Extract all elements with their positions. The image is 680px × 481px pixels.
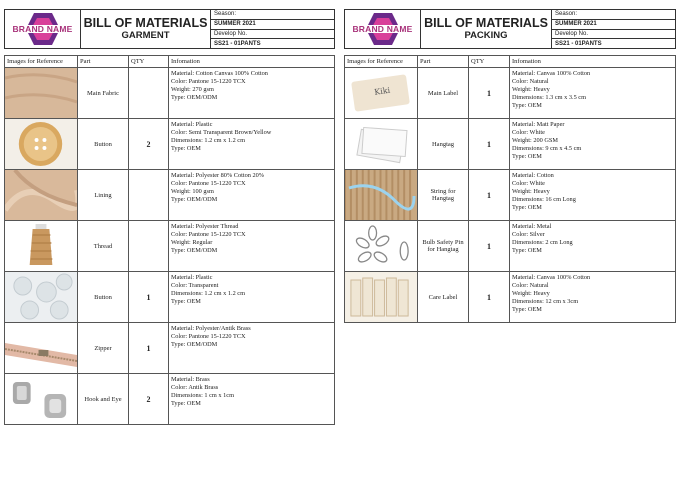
info-line: Color: Pantone 15-1220 TCX	[171, 180, 246, 187]
table-row	[5, 221, 335, 272]
page-title: BILL OF MATERIALS	[83, 15, 208, 30]
transparent-button-image	[5, 272, 78, 323]
hook-and-eye-image	[5, 374, 78, 425]
table-row	[5, 323, 335, 374]
info-line: Dimensions: 1 cm x 1cm	[171, 392, 234, 399]
main-fabric-image	[5, 68, 78, 119]
info-cell	[510, 272, 676, 323]
string-image	[345, 170, 418, 221]
part-cell: Hook and Eye	[78, 374, 129, 425]
meta-box	[211, 10, 334, 48]
info-cell	[510, 221, 676, 272]
season-label: Season:	[552, 10, 675, 20]
brand-name: BRAND NAME	[352, 24, 413, 34]
season-value: SUMMER 2021	[211, 20, 334, 30]
info-line: Color: Natural	[512, 282, 549, 289]
meta-box	[552, 10, 675, 48]
qty-cell: 1	[469, 272, 510, 323]
part-cell: Thread	[78, 221, 129, 272]
part-cell: Button	[78, 119, 129, 170]
develop-label: Develop No.	[552, 30, 675, 40]
info-line: Color: Antik Brass	[171, 384, 219, 391]
col-header-images: Images for Reference	[345, 56, 418, 68]
info-cell	[169, 170, 335, 221]
info-line: Weight: 100 gsm	[171, 188, 214, 195]
info-line: Color: Pantone 15-1220 TCX	[171, 231, 246, 238]
care-label-image	[345, 272, 418, 323]
qty-cell	[129, 221, 169, 272]
qty-cell	[129, 68, 169, 119]
info-line: Material: Metal	[512, 223, 552, 230]
info-line: Weight: Heavy	[512, 290, 550, 297]
info-line: Material: Polyester 80% Cotton 20%	[171, 172, 265, 179]
col-header-info: Infomation	[169, 56, 335, 68]
qty-cell: 1	[469, 68, 510, 119]
part-cell: Main Fabric	[78, 68, 129, 119]
qty-cell: 1	[469, 170, 510, 221]
page-title: BILL OF MATERIALS	[424, 15, 548, 30]
packing-bom-sheet	[344, 9, 676, 323]
info-line: Material: Plastic	[171, 274, 213, 281]
brand-name: BRAND NAME	[12, 24, 73, 34]
info-line: Material: Polyester/Antik Brass	[171, 325, 251, 332]
info-line: Type: OEM/ODM	[171, 247, 218, 254]
title-box	[81, 10, 211, 48]
info-line: Dimensions: 1.2 cm x 1.2 cm	[171, 290, 245, 297]
table-row	[345, 221, 676, 272]
info-line: Dimensions: 9 cm x 4.5 cm	[512, 145, 582, 152]
info-line: Material: Matt Paper	[512, 121, 565, 128]
info-line: Color: Semi Transparent Brown/Yellow	[171, 129, 272, 136]
info-line: Material: Canvas 100% Cotton	[512, 274, 591, 281]
table-row	[345, 272, 676, 323]
title-box	[421, 10, 552, 48]
brand-logo	[5, 10, 81, 48]
lining-image	[5, 170, 78, 221]
col-header-part: Part	[78, 56, 129, 68]
info-line: Material: Cotton	[512, 172, 554, 179]
info-line: Type: OEM/ODM	[171, 196, 218, 203]
info-cell	[510, 68, 676, 119]
col-header-qty: QTY	[469, 56, 510, 68]
info-line: Weight: Heavy	[512, 86, 550, 93]
season-label: Season:	[211, 10, 334, 20]
info-line: Color: Transparent	[171, 282, 219, 289]
part-cell: Zipper	[78, 323, 129, 374]
info-line: Material: Cotton Canvas 100% Cotton	[171, 70, 268, 77]
info-line: Type: OEM	[171, 298, 201, 305]
col-header-part: Part	[418, 56, 469, 68]
info-line: Type: OEM	[512, 306, 542, 313]
qty-cell: 2	[129, 374, 169, 425]
info-line: Material: Canvas 100% Cotton	[512, 70, 591, 77]
table-row	[5, 119, 335, 170]
part-cell: Hangtag	[418, 119, 469, 170]
main-label-image	[345, 68, 418, 119]
table-row	[5, 170, 335, 221]
develop-label: Develop No.	[211, 30, 334, 40]
info-line: Dimensions: 16 cm Long	[512, 196, 576, 203]
part-cell: Main Label	[418, 68, 469, 119]
develop-value: SS21 - 01PANTS	[214, 40, 261, 47]
zipper-image	[5, 323, 78, 374]
table-row	[5, 68, 335, 119]
sheet-header	[344, 9, 676, 49]
info-cell	[169, 323, 335, 374]
develop-value: SS21 - 01PANTS	[555, 40, 602, 47]
qty-cell: 1	[469, 221, 510, 272]
sheet-header	[4, 9, 335, 49]
info-cell	[169, 221, 335, 272]
info-cell	[510, 170, 676, 221]
col-header-qty: QTY	[129, 56, 169, 68]
info-line: Color: Natural	[512, 78, 549, 85]
info-line: Type: OEM	[512, 102, 542, 109]
button-image	[5, 119, 78, 170]
brand-logo	[345, 10, 421, 48]
page-subtitle: PACKING	[464, 29, 508, 41]
info-line: Material: Plastic	[171, 121, 213, 128]
info-line: Type: OEM	[512, 153, 542, 160]
page-subtitle: GARMENT	[121, 29, 170, 41]
info-line: Dimensions: 2 cm Long	[512, 239, 573, 246]
part-cell: Care Label	[418, 272, 469, 323]
table-row	[345, 119, 676, 170]
packing-table	[344, 55, 676, 323]
info-line: Material: Brass	[171, 376, 210, 383]
info-line: Type: OEM	[171, 145, 201, 152]
info-line: Color: Pantone 15-1220 TCX	[171, 333, 246, 340]
info-line: Weight: Heavy	[512, 188, 550, 195]
part-cell: Button	[78, 272, 129, 323]
col-header-images: Images for Reference	[5, 56, 78, 68]
info-cell	[169, 374, 335, 425]
garment-table	[4, 55, 335, 425]
table-row	[345, 68, 676, 119]
info-line: Dimensions: 1.2 cm x 1.2 cm	[171, 137, 245, 144]
part-cell: String for Hangtag	[418, 170, 469, 221]
info-cell	[169, 272, 335, 323]
table-row	[5, 272, 335, 323]
part-cell: Bulb Safety Pin for Hangtag	[418, 221, 469, 272]
qty-cell: 1	[469, 119, 510, 170]
info-line: Material: Polyester Thread	[171, 223, 239, 230]
info-cell	[169, 68, 335, 119]
qty-cell: 2	[129, 119, 169, 170]
info-line: Weight: 270 gsm	[171, 86, 214, 93]
table-header-row	[345, 56, 676, 68]
table-row	[5, 374, 335, 425]
qty-cell: 1	[129, 323, 169, 374]
col-header-info: Infomation	[510, 56, 676, 68]
info-line: Type: OEM/ODM	[171, 341, 218, 348]
info-line: Type: OEM/ODM	[171, 94, 218, 101]
info-line: Type: OEM	[512, 204, 542, 211]
info-line: Dimensions: 12 cm x 3cm	[512, 298, 579, 305]
garment-bom-sheet	[4, 9, 335, 425]
info-line: Dimensions: 1.3 cm x 3.5 cm	[512, 94, 586, 101]
info-line: Type: OEM	[171, 400, 201, 407]
hangtag-image	[345, 119, 418, 170]
info-line: Weight: 200 GSM	[512, 137, 559, 144]
season-value: SUMMER 2021	[552, 20, 675, 30]
info-line: Color: Silver	[512, 231, 545, 238]
info-line: Weight: Regular	[171, 239, 213, 246]
thread-image	[5, 221, 78, 272]
qty-cell: 1	[129, 272, 169, 323]
safety-pin-image	[345, 221, 418, 272]
info-cell	[169, 119, 335, 170]
table-header-row	[5, 56, 335, 68]
table-row	[345, 170, 676, 221]
info-line: Color: White	[512, 129, 545, 136]
info-line: Color: White	[512, 180, 545, 187]
info-cell	[510, 119, 676, 170]
info-line: Color: Pantone 15-1220 TCX	[171, 78, 246, 85]
info-line: Type: OEM	[512, 247, 542, 254]
part-cell: Lining	[78, 170, 129, 221]
label-brand-text: Kiki	[373, 85, 391, 97]
qty-cell	[129, 170, 169, 221]
